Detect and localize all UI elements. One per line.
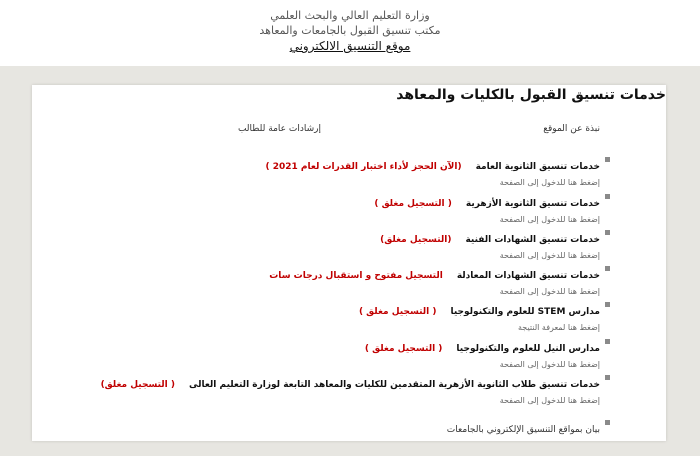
bullet-icon — [605, 194, 610, 199]
service-title[interactable]: خدمات تنسيق طلاب الثانوية الأزهرية المتقدمين للكليات والمعاهد التابعة لوزارة التعليم العالى — [188, 380, 600, 390]
bullet-icon — [605, 230, 610, 235]
service-status: ( التسجيل مغلق) — [100, 380, 175, 390]
service-link[interactable]: إضغط هنا للدخول إلى الصفحة — [499, 178, 600, 187]
service-status: (التسجيل مغلق) — [380, 235, 452, 245]
service-item-nile-schools — [365, 336, 600, 369]
service-link[interactable]: إضغط هنا للدخول إلى الصفحة — [499, 287, 600, 296]
service-item-azhar-to-higher-education — [101, 372, 600, 405]
service-status: ( التسجيل مغلق ) — [364, 344, 443, 354]
service-title[interactable]: مدارس STEM للعلوم والتكنولوجيا — [450, 307, 600, 317]
bullet-icon — [605, 302, 610, 307]
service-title[interactable]: خدمات تنسيق الثانوية العامة — [475, 162, 600, 172]
university-coordination-sites-item — [447, 417, 600, 436]
service-link[interactable]: إضغط هنا لمعرفة النتيجة — [518, 323, 600, 332]
service-item-equivalent-certificates — [269, 263, 600, 296]
bullet-icon — [605, 157, 610, 162]
service-link[interactable]: إضغط هنا للدخول إلى الصفحة — [499, 251, 600, 260]
site-link[interactable]: موقع التنسيق الالكتروني — [289, 39, 411, 53]
service-item-stem-schools — [359, 299, 600, 332]
service-item-azhar-secondary — [374, 191, 600, 224]
service-status: ( التسجيل مغلق ) — [358, 307, 437, 317]
service-link[interactable]: إضغط هنا للدخول إلى الصفحة — [499, 360, 600, 369]
bullet-icon — [605, 339, 610, 344]
services-panel — [32, 85, 666, 441]
site-header — [0, 0, 700, 66]
ministry-name: وزارة التعليم العالي والبحث العلمي — [270, 9, 430, 22]
service-item-general-secondary — [265, 154, 600, 187]
service-title[interactable]: خدمات تنسيق الشهادات الفنية — [465, 235, 600, 245]
university-sites-link[interactable]: بيان بمواقع التنسيق الإلكتروني بالجامعات — [446, 425, 600, 435]
office-name: مكتب تنسيق القبول بالجامعات والمعاهد — [259, 24, 441, 37]
panel-title: خدمات تنسيق القبول بالكليات والمعاهد — [396, 87, 666, 103]
service-item-technical-certificates — [380, 227, 600, 260]
bullet-icon — [605, 266, 610, 271]
service-status: ( التسجيل مغلق ) — [374, 199, 452, 209]
service-title[interactable]: خدمات تنسيق الثانوية الأزهرية — [465, 199, 600, 209]
service-link[interactable]: إضغط هنا للدخول إلى الصفحة — [499, 215, 600, 224]
about-site-link[interactable]: نبذة عن الموقع — [543, 124, 600, 134]
service-title[interactable]: خدمات تنسيق الشهادات المعادلة — [456, 271, 600, 281]
service-link[interactable]: إضغط هنا للدخول إلى الصفحة — [499, 396, 600, 405]
student-guidance-link[interactable]: إرشادات عامة للطالب — [237, 124, 321, 134]
service-status: (الآن الحجز لأداء اختبار القدرات لعام 2021 ) — [265, 162, 462, 172]
bullet-icon — [605, 375, 610, 380]
bullet-icon — [605, 420, 610, 425]
service-title[interactable]: مدارس النيل للعلوم والتكنولوجيا — [456, 344, 600, 354]
service-status: التسجيل مفتوح و استقبال درجات سات — [269, 271, 443, 281]
